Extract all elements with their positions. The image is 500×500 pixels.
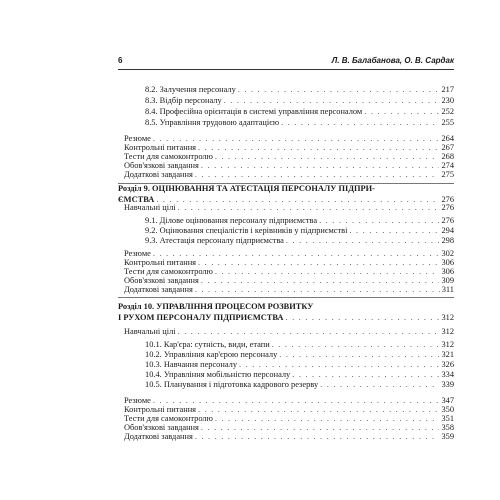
toc-entry-page: 347 [441,396,454,405]
toc-entry-page: 217 [441,85,454,94]
toc-entry-page: 275 [441,170,454,179]
toc-entry-label: 9.1. Ділове оцінювання персоналу підприємства [145,216,318,225]
toc-entry-label: 8.4. Професійна орієнтація в системі управління персоналом [145,107,363,116]
toc-entry-page: 312 [441,340,454,349]
running-header [118,56,454,68]
leader-dots [286,235,440,246]
toc-entry-label: Контрольні питання [124,143,197,152]
toc-entry-label: Контрольні питання [124,405,197,414]
toc-entry-page: 321 [441,350,454,359]
toc-entry-page: 230 [441,96,454,105]
toc-entry[interactable] [145,84,454,95]
toc-entry-page: 306 [441,267,454,276]
toc-entry-label: Навчальні цілі [124,203,176,212]
toc-entry-label: Обов'язкові завдання [124,423,199,432]
toc-entry-page: 294 [441,226,454,235]
toc-entry-page: 264 [441,134,454,143]
toc-entry-label: 8.2. Залучення персоналу [145,85,236,94]
leader-dots [224,95,440,106]
toc-entry-page: 255 [441,118,454,127]
toc-entry-page: 309 [441,276,454,285]
leader-dots [364,106,439,117]
toc-entry-label: 9.3. Атестація персоналу підприємства [145,236,284,245]
toc-entry-label: Тести для самоконтролю [124,267,213,276]
toc-entry-page: 350 [441,405,454,414]
chapter-title-line2: І РУХОМ ПЕРСОНАЛУ ПІДПРИЄМСТВА [118,313,284,322]
toc-entry-page: 359 [441,432,454,441]
toc-entry-page: 334 [441,370,454,379]
toc-entry-label: Тести для самоконтролю [124,414,213,423]
toc-entry[interactable] [145,117,454,128]
toc-entry[interactable] [124,284,454,295]
toc-entry-page: 268 [441,152,454,161]
toc-entry-label: Резюме [124,134,151,143]
toc-entry-label: 8.3. Відбір персоналу [145,96,222,105]
leader-dots [281,117,439,128]
toc-entry-page: 276 [441,216,454,225]
toc-entry-label: 10.3. Навчання персоналу [145,360,238,369]
chapter-title-line1: Розділ 9. ОЦІНЮВАННЯ ТА АТЕСТАЦІЯ ПЕРСОНАЛУ ПІДПРИ- [118,184,375,193]
toc-entry-page: 302 [441,249,454,258]
chapter-heading[interactable] [118,301,454,323]
toc-entry-page: 274 [441,161,454,170]
toc-entry-page: 311 [441,285,454,294]
leader-dots [195,431,440,442]
chapter-page: 276 [441,195,454,204]
header-rule [118,69,454,70]
toc-entry-label: 10.4. Управління мобільністю персоналу [145,370,291,379]
toc-entry-page: 267 [441,143,454,152]
toc-entry[interactable] [145,95,454,106]
toc-entry-label: Додаткові завдання [124,170,193,179]
toc-entry[interactable] [124,431,454,442]
leader-dots [178,202,440,213]
leader-dots [195,169,440,180]
toc-entry-page: 312 [441,327,454,336]
toc-entry-label: Додаткові завдання [124,432,193,441]
toc-entry[interactable] [145,106,454,117]
toc-entry-page: 358 [441,423,454,432]
chapter-title-line1: Розділ 10. УПРАВЛІННЯ ПРОЦЕСОМ РОЗВИТКУ [118,302,314,311]
toc-entry-label: Обов'язкові завдання [124,276,199,285]
page-number: 6 [118,56,123,65]
toc-entry[interactable] [124,202,454,213]
toc-entry-page: 326 [441,360,454,369]
authors: Л. В. Балабанова, О. В. Сардак [331,56,454,65]
toc-entry-page: 339 [441,380,454,389]
toc-entry-page: 252 [441,107,454,116]
toc-entry-label: Додаткові завдання [124,285,193,294]
chapter-title-line2: ЄМСТВА [118,195,155,204]
toc-entry[interactable] [124,326,454,337]
toc-entry-label: Навчальні цілі [124,327,176,336]
leader-dots [195,284,440,295]
toc-entry-label: Резюме [124,249,151,258]
toc-entry-label: 10.5. Планування і підготовка кадрового резерву [145,380,319,389]
chapter-page: 312 [441,313,454,322]
toc-entry-label: 10.1. Кар'єра: сутність, види, етапи [145,340,270,349]
toc-entry-page: 306 [441,258,454,267]
toc-entry-label: 9.2. Оцінювання спеціалістів і керівників у підприємстві [145,226,348,235]
toc-entry-page: 298 [441,236,454,245]
toc-entry-page: 276 [441,203,454,212]
leader-dots [178,326,440,337]
toc-entry-label: Тести для самоконтролю [124,152,213,161]
leader-dots [285,312,439,323]
toc-entry-label: Обов'язкові завдання [124,161,199,170]
toc-entry-label: 8.5. Управління трудовою адаптацією [145,118,280,127]
toc-entry[interactable] [124,169,454,180]
toc-entry[interactable] [145,379,454,390]
toc-entry-label: Контрольні питання [124,258,197,267]
toc-entry-label: Резюме [124,396,151,405]
leader-dots [320,379,439,390]
toc-entry-page: 351 [441,414,454,423]
leader-dots [238,84,440,95]
section-divider [118,297,454,298]
toc-entry[interactable] [145,235,454,246]
toc-entry-label: 10.2. Управління кар'єрою персоналу [145,350,278,359]
